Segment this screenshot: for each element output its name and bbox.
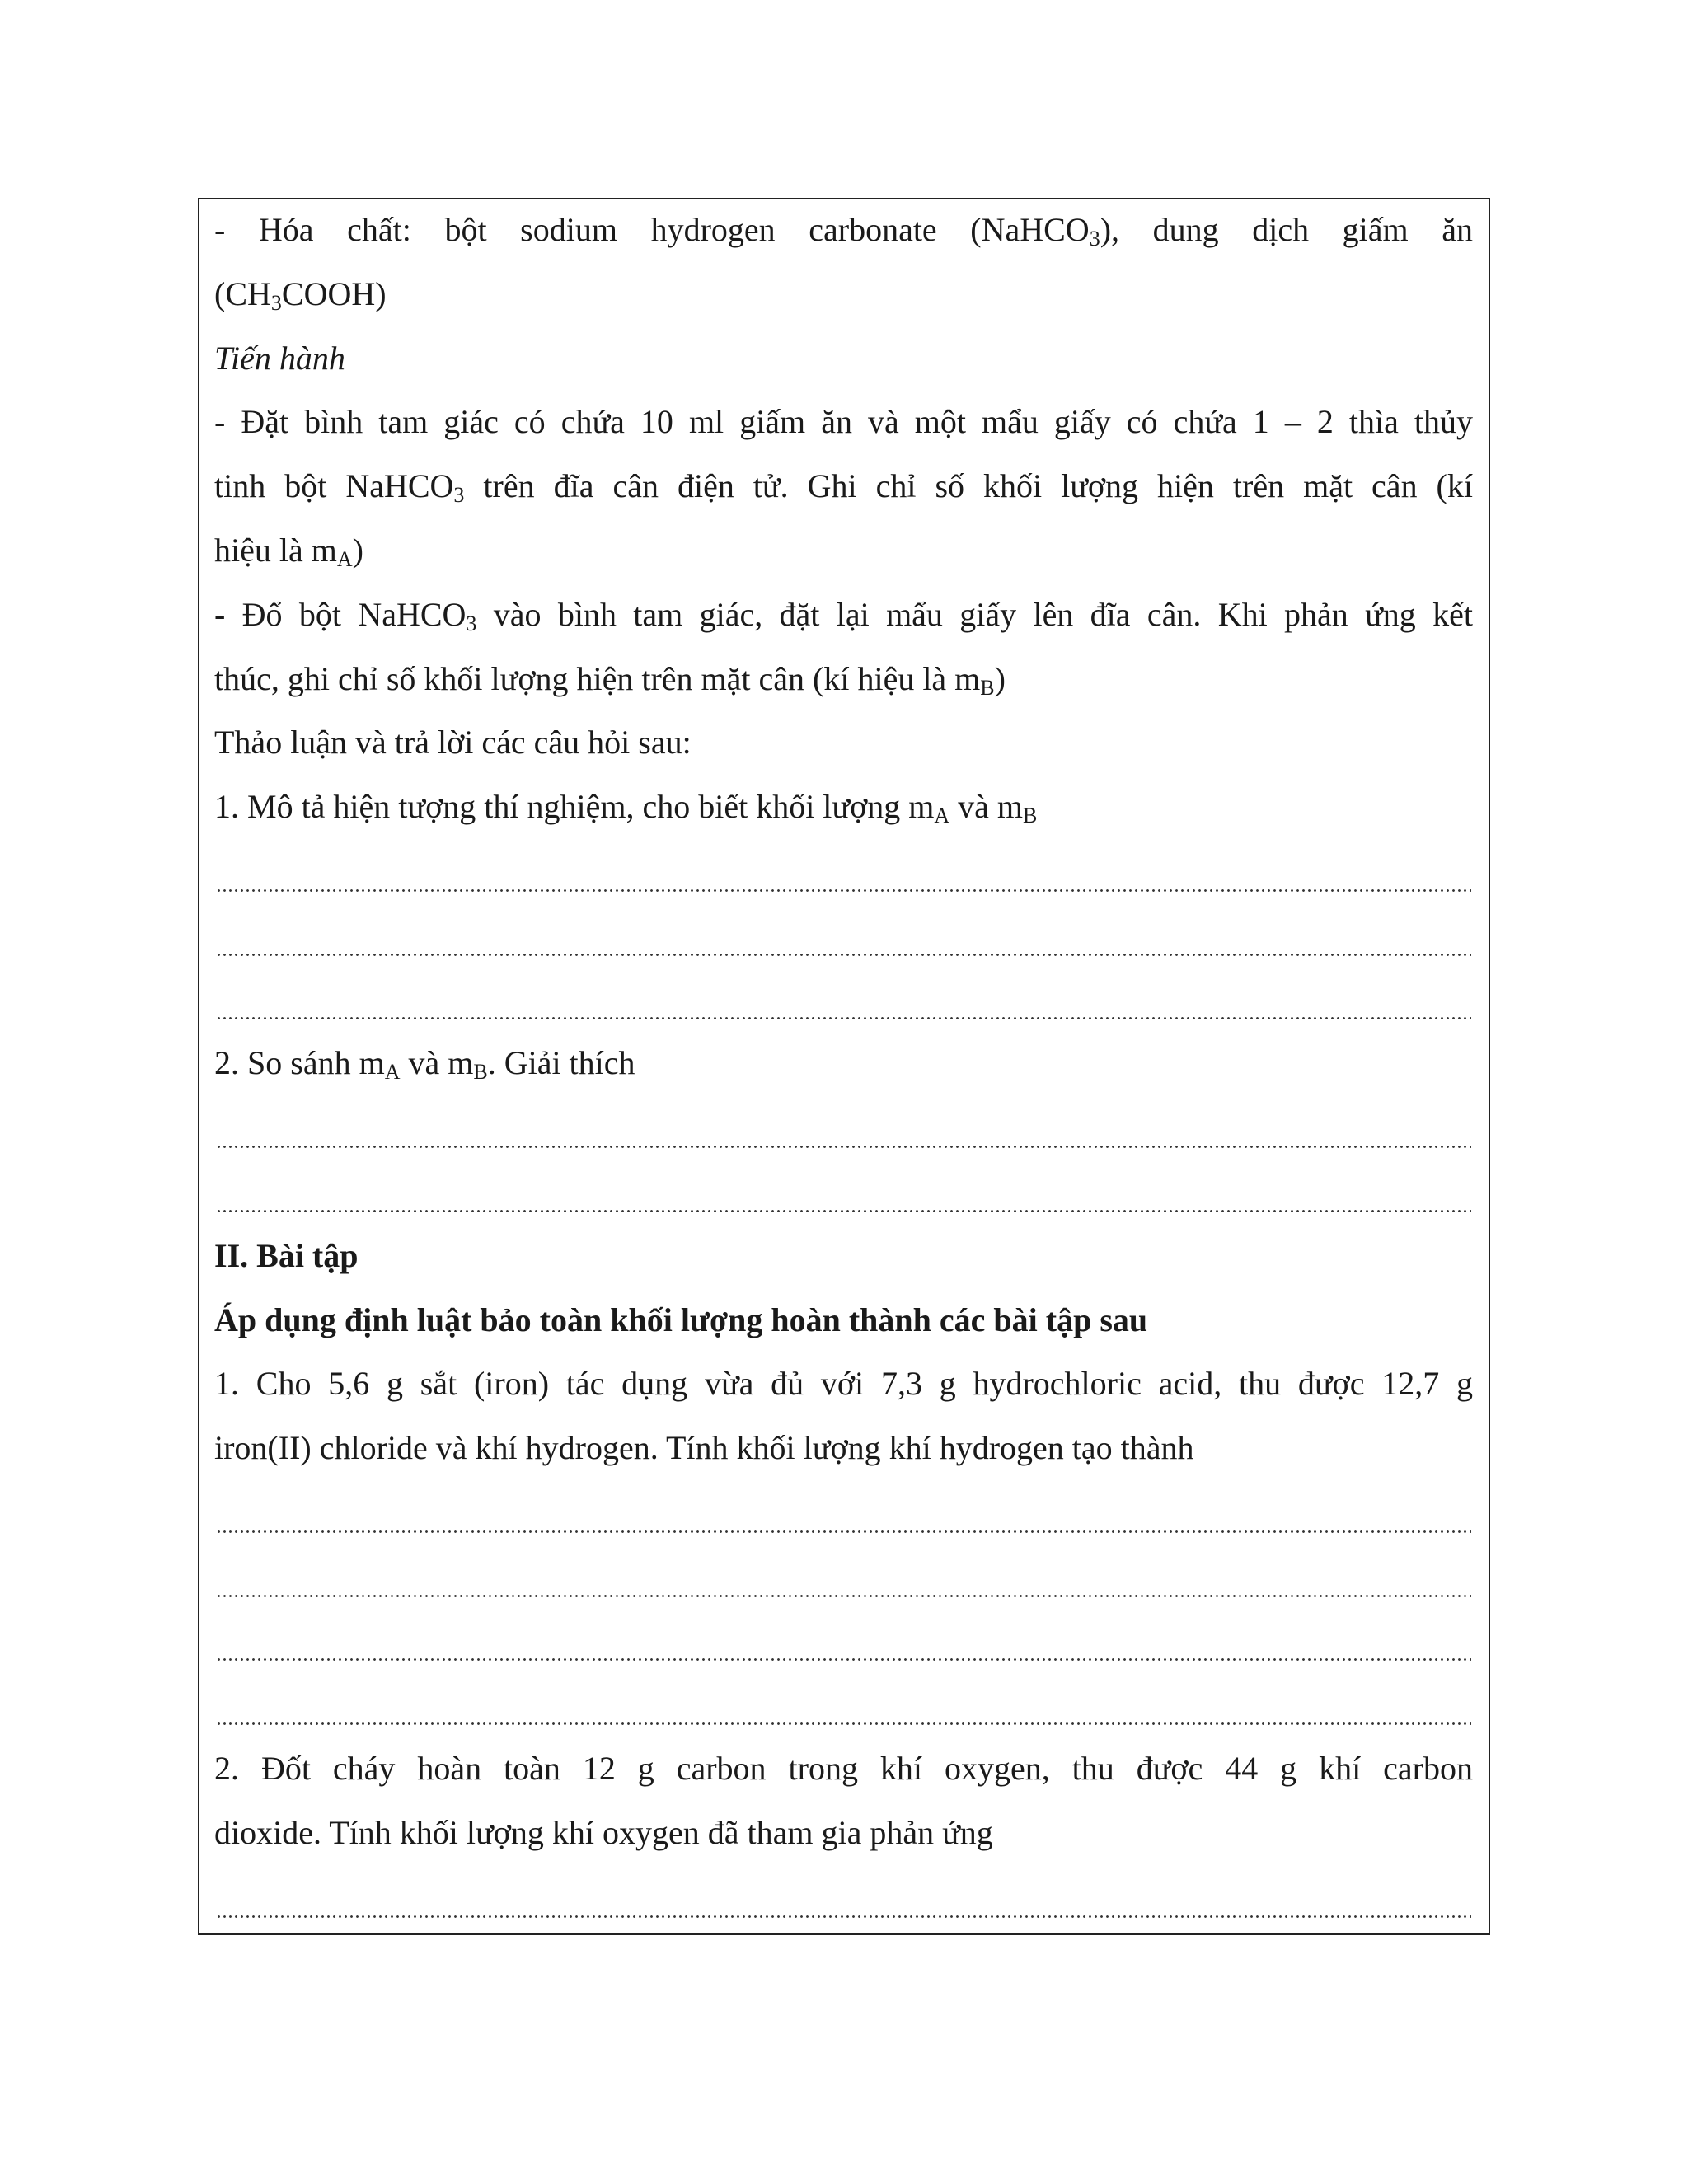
answer-line[interactable] (214, 1672, 1473, 1736)
text-fragment: và m (400, 1044, 474, 1082)
question-2 (214, 1031, 1473, 1095)
step1-line-3 (214, 518, 1473, 583)
answer-line[interactable] (214, 1865, 1473, 1929)
text-fragment: thúc, ghi chỉ số khối lượng hiện trên mặt cân (kí hiệu là m (214, 659, 981, 697)
worksheet-content (214, 198, 1473, 1929)
step2-line-2 (214, 647, 1473, 711)
exercise-1-line-2: iron(II) chloride và khí hydrogen. Tính khối lượng khí hydrogen tạo thành (214, 1429, 1194, 1467)
subscript: 3 (466, 611, 477, 635)
text-fragment: 1. Mô tả hiện tượng thí nghiệm, cho biết khối lượng m (214, 788, 935, 826)
step2-line-1 (214, 583, 1473, 647)
chemicals-line-1 (214, 198, 1473, 262)
chemicals-line-2 (214, 262, 1473, 326)
subscript: A (384, 1060, 401, 1085)
step1-line-2 (214, 454, 1473, 518)
exercise-1-line-1: 1. Cho 5,6 g sắt (iron) tác dụng vừa đủ với 7,3 g hydrochloric acid, thu được 12,7 g (214, 1365, 1473, 1403)
text-fragment: (CH (214, 274, 271, 312)
subscript: 3 (453, 483, 465, 508)
text-fragment: COOH) (281, 274, 387, 312)
procedure-title: Tiến hành (214, 339, 345, 377)
text-fragment: ) (352, 531, 363, 569)
answer-line[interactable] (214, 1160, 1473, 1224)
text-fragment: tinh bột NaHCO (214, 467, 454, 505)
subscript: B (473, 1060, 488, 1085)
text-fragment: vào bình tam giác, đặt lại mẩu giấy lên đĩa cân. Khi phản ứng kết (476, 595, 1473, 633)
subscript: B (1023, 804, 1038, 828)
text-fragment: - Đổ bột NaHCO (214, 595, 467, 633)
chemicals-text-end: ), dung dịch giấm ăn (1100, 211, 1473, 248)
subscript: A (934, 804, 950, 828)
exercise-2-line-2: dioxide. Tính khối lượng khí oxygen đã tham gia phản ứng (214, 1813, 993, 1851)
answer-line[interactable] (214, 839, 1473, 903)
question-1 (214, 775, 1473, 839)
text-fragment: và m (950, 788, 1024, 826)
discussion-intro: Thảo luận và trả lời các câu hỏi sau: (214, 724, 692, 762)
subscript: A (336, 546, 353, 571)
answer-line[interactable] (214, 1480, 1473, 1544)
subscript: 3 (270, 290, 282, 315)
subscript: B (980, 675, 995, 700)
chemicals-text: - Hóa chất: bột sodium hydrogen carbonate (NaHCO (214, 211, 1090, 248)
step1-line-1: - Đặt bình tam giác có chứa 10 ml giấm ăn và một mẩu giấy có chứa 1 – 2 thìa thủy (214, 403, 1473, 441)
answer-line[interactable] (214, 1609, 1473, 1673)
exercises-subheading: Áp dụng định luật bảo toàn khối lượng hoàn thành các bài tập sau (214, 1301, 1148, 1338)
text-fragment: ) (994, 659, 1006, 697)
text-fragment: hiệu là m (214, 531, 337, 569)
text-fragment: 2. So sánh m (214, 1044, 385, 1082)
exercise-2-line-1: 2. Đốt cháy hoàn toàn 12 g carbon trong khí oxygen, thu được 44 g khí carbon (214, 1750, 1473, 1788)
exercises-heading: II. Bài tập (214, 1236, 359, 1274)
answer-line[interactable] (214, 968, 1473, 1032)
text-fragment: trên đĩa cân điện tử. Ghi chỉ số khối lượng hiện trên mặt cân (kí (464, 467, 1473, 505)
answer-line[interactable] (214, 903, 1473, 968)
subscript: 3 (1089, 227, 1100, 251)
text-fragment: . Giải thích (487, 1044, 635, 1082)
answer-line[interactable] (214, 1544, 1473, 1609)
answer-line[interactable] (214, 1095, 1473, 1160)
